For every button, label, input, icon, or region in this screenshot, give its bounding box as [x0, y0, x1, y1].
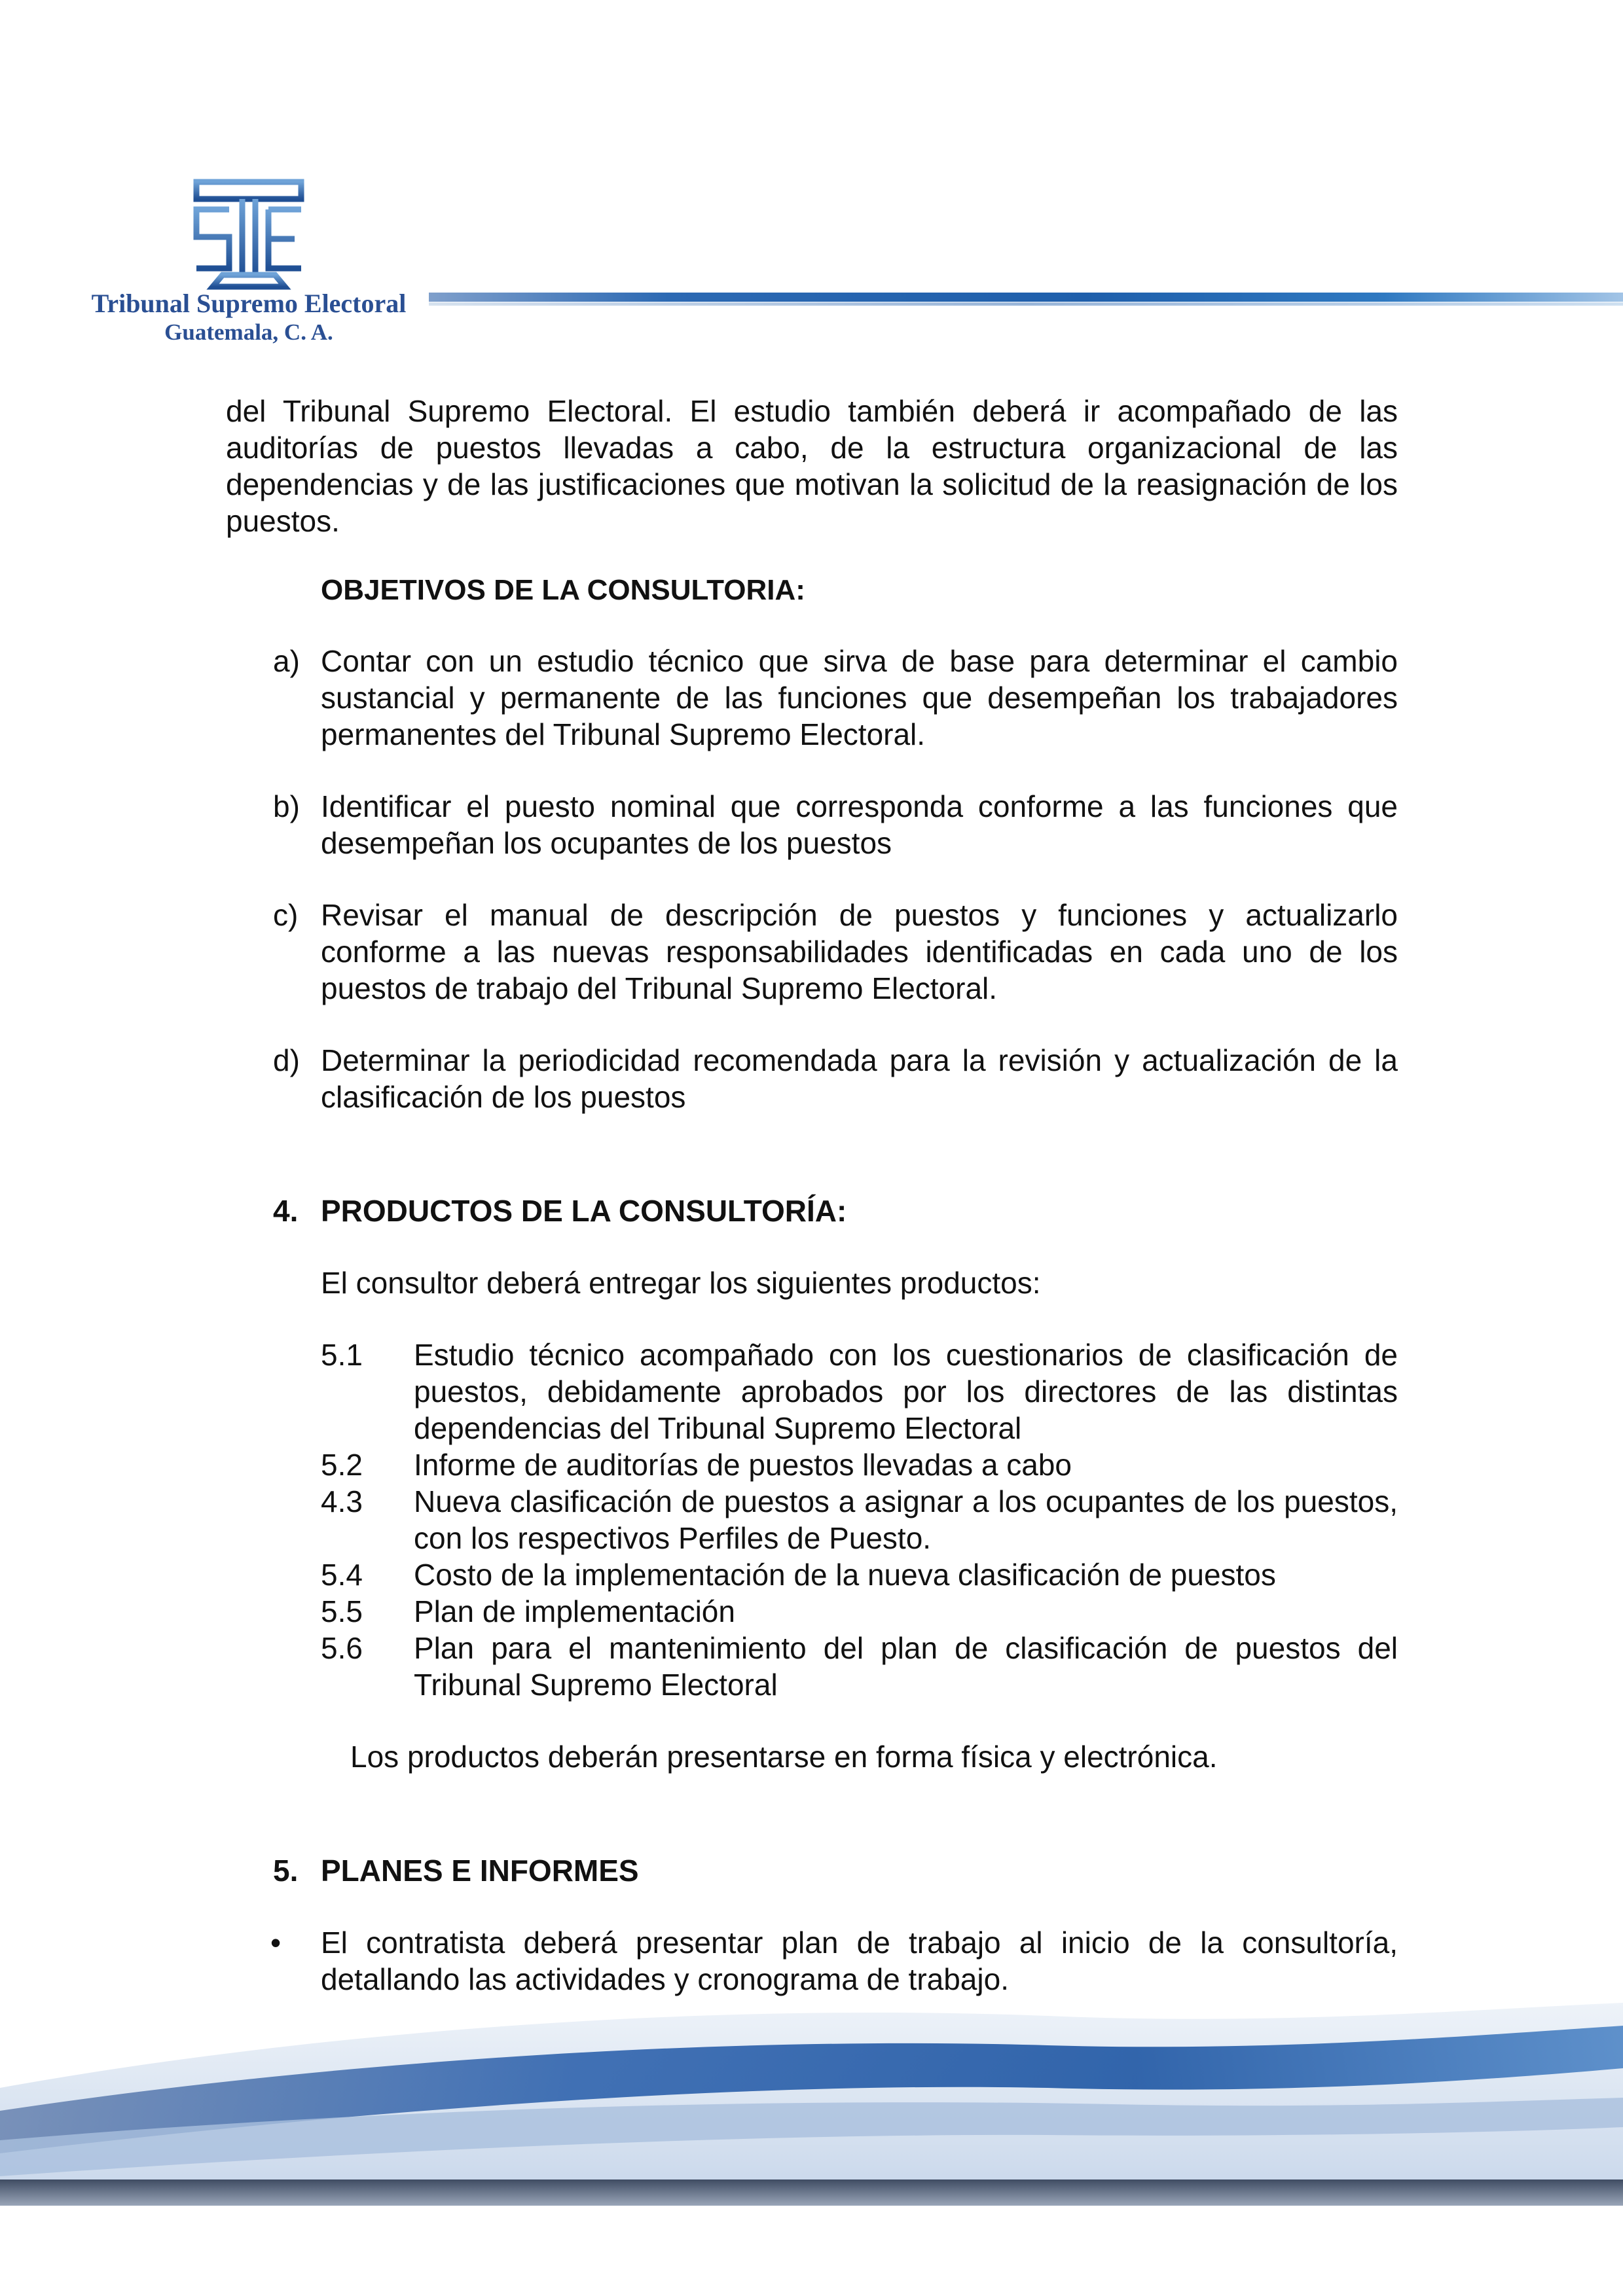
product-number: 5.4	[321, 1558, 363, 1592]
product-text: Estudio técnico acompañado con los cuestionarios de clasificación de puestos, debidamente aprobados por los directores de las distintas dependencias del Tribunal Supremo Electoral	[414, 1338, 1398, 1445]
product-number: 5.2	[321, 1448, 363, 1482]
product-number: 5.5	[321, 1594, 363, 1628]
product-item	[226, 1336, 1398, 1446]
org-name: Tribunal Supremo Electoral	[91, 289, 407, 318]
product-text: Informe de auditorías de puestos llevadas a cabo	[414, 1448, 1072, 1482]
list-marker: d)	[273, 1043, 300, 1077]
bullet-marker: •	[270, 1926, 282, 1960]
footer-wave-decoration	[0, 1990, 1623, 2206]
objective-text: Determinar la periodicidad recomendada para la revisión y actualización de la clasificación de los puestos	[321, 1043, 1398, 1114]
document-body	[226, 393, 1398, 1998]
intro-paragraph: del Tribunal Supremo Electoral. El estudio también deberá ir acompañado de las auditorías de puestos llevadas a cabo, de la estructura organizacional de las dependencias y de las justificaciones que motivan la solicitud de la reasignación de los puestos.	[226, 394, 1398, 538]
objective-item	[226, 1042, 1398, 1115]
products-closing: Los productos deberán presentarse en forma física y electrónica.	[350, 1740, 1218, 1774]
section-title: PLANES E INFORMES	[321, 1854, 639, 1888]
product-text: Plan para el mantenimiento del plan de clasificación de puestos del Tribunal Supremo Electoral	[414, 1631, 1398, 1702]
header-rule	[429, 293, 1623, 302]
products-intro: El consultor deberá entregar los siguientes productos:	[321, 1266, 1041, 1300]
objective-item	[226, 643, 1398, 753]
objectives-list	[226, 643, 1398, 1115]
list-marker: c)	[273, 898, 299, 932]
product-number: 4.3	[321, 1484, 363, 1518]
objective-text: Revisar el manual de descripción de puestos y funciones y actualizarlo conforme a las nuevas responsabilidades identificadas en cada uno de los puestos de trabajo del Tribunal Supremo Electoral.	[321, 898, 1398, 1005]
objectives-heading: OBJETIVOS DE LA CONSULTORIA:	[321, 574, 805, 606]
section-number: 5.	[273, 1854, 299, 1888]
tse-emblem-icon	[183, 177, 314, 291]
org-logo	[72, 177, 426, 353]
product-item	[226, 1556, 1398, 1593]
products-list	[226, 1336, 1398, 1703]
product-number: 5.1	[321, 1338, 363, 1372]
list-marker: a)	[273, 644, 300, 678]
products-heading	[226, 1193, 1398, 1229]
section-title: PRODUCTOS DE LA CONSULTORÍA:	[321, 1194, 847, 1228]
header-rule-shadow	[429, 302, 1623, 306]
list-marker: b)	[273, 789, 300, 823]
product-text: Costo de la implementación de la nueva clasificación de puestos	[414, 1558, 1276, 1592]
product-text: Plan de implementación	[414, 1594, 735, 1628]
product-item	[226, 1483, 1398, 1556]
product-number: 5.6	[321, 1631, 363, 1665]
product-item	[226, 1593, 1398, 1630]
objective-item	[226, 788, 1398, 861]
org-location: Guatemala, C. A.	[164, 319, 333, 345]
plans-heading	[226, 1852, 1398, 1889]
page-header	[0, 0, 1623, 367]
objective-text: Contar con un estudio técnico que sirva de base para determinar el cambio sustancial y permanente de las funciones que desempeñan los trabajadores permanentes del Tribunal Supremo Electoral.	[321, 644, 1398, 751]
section-number: 4.	[273, 1194, 299, 1228]
product-item	[226, 1446, 1398, 1483]
plans-item	[226, 1924, 1398, 1998]
objective-text: Identificar el puesto nominal que corresponda conforme a las funciones que desempeñan los ocupantes de los puestos	[321, 789, 1398, 860]
objective-item	[226, 897, 1398, 1007]
product-text: Nueva clasificación de puestos a asignar a los ocupantes de los puestos, con los respectivos Perfiles de Puesto.	[414, 1484, 1398, 1555]
plans-text: El contratista deberá presentar plan de trabajo al inicio de la consultoría, detallando las actividades y cronograma de trabajo.	[321, 1926, 1398, 1996]
product-item	[226, 1630, 1398, 1703]
